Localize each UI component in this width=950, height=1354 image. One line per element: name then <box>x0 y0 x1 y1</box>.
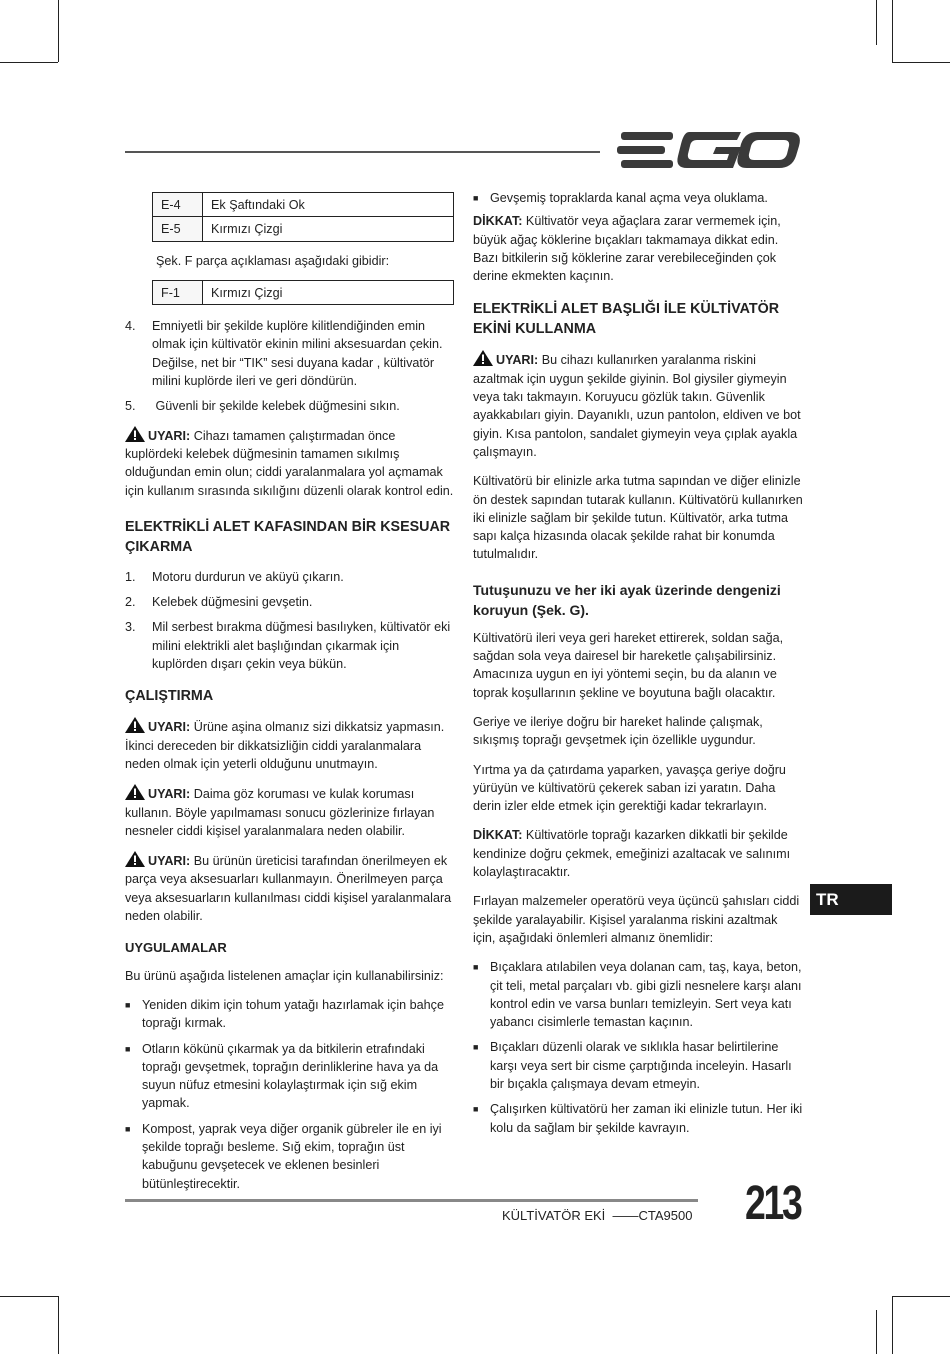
section-heading: UYGULAMALAR <box>125 940 227 956</box>
list-item <box>473 958 803 1031</box>
crop-mark <box>0 1296 58 1297</box>
caution-label: DİKKAT: <box>473 828 523 843</box>
part-code: F-1 <box>153 280 203 304</box>
parts-table-f <box>152 280 454 305</box>
table-row <box>153 280 454 304</box>
part-code: E-4 <box>153 193 203 217</box>
caution-paragraph <box>473 212 803 285</box>
header-rule <box>125 151 600 153</box>
paragraph: Yırtma ya da çatırdama yaparken, yavaşça geriye doğru yürüyün ve kültivatörü çekerek saban izi yaratın. Daha derin izler elde etmek için gerektiği kadar tekrarlayın. <box>473 762 786 814</box>
step-text: Mil serbest bırakma düğmesi basılıyken, kültivatör eki milini elektrikli alet başlığından çıkarmak için kuplörden dışarı çekin veya bükün. <box>152 620 451 672</box>
footer-text: KÜLTİVATÖR EKİ ——CTA9500 <box>502 1208 693 1223</box>
warning-label: UYARI: <box>496 353 539 368</box>
paragraph: Bu ürünü aşağıda listelenen amaçlar için kullanabilirsiniz: <box>125 968 444 983</box>
list-item <box>125 397 455 415</box>
crop-mark <box>892 1296 893 1354</box>
list-item-text: Çalışırken kültivatörü her zaman iki elinizle tutun. Her iki kolu da sağlam bir şekilde kavrayın. <box>490 1102 803 1135</box>
warning-paragraph <box>473 350 803 461</box>
warning-text: Bu ürünün üreticisi tarafından önerilmeyen ek parça veya aksesuarları kullanmayın. Önerilmeyen parça veya aksesuarların kullanılması ciddi kişisel yaralanmalara neden olabilir. <box>125 854 452 924</box>
list-item-text: Bıçakları düzenli olarak ve sıklıkla hasar belirtilerine karşı veya sert bir cisme çarptığında inceleyin. Hasarlı bir bıçakla çalışmaya devam etmeyin. <box>490 1040 792 1091</box>
warning-triangle-icon <box>125 784 145 800</box>
section-heading: ELEKTRİKLİ ALET KAFASINDAN BİR KSESUAR ÇIKARMA <box>125 518 451 555</box>
list-item-text: Bıçaklara atılabilen veya dolanan cam, taş, kaya, beton, çit teli, metal parçaları vb. gibi gizli nesnelere karşı alanı kontrol edin ve varsa bunları temizleyin. Sert veya katı yabancı cisimlerle temastan kaçının. <box>490 960 802 1030</box>
part-description: Kırmızı Çizgi <box>203 280 454 304</box>
figure-caption: Şek. F parça açıklaması aşağıdaki gibidir: <box>156 253 390 268</box>
crop-mark <box>876 0 877 45</box>
parts-table-e <box>152 192 454 242</box>
crop-mark <box>892 0 893 62</box>
section-heading: ELEKTRİKLİ ALET BAŞLIĞI İLE KÜLTİVATÖR EKİNİ KULLANMA <box>473 301 780 338</box>
step-text: Emniyetli bir şekilde kuplöre kilitlendiğinden emin olmak için kültivatör ekinin milini aksesuardan çekin. Değilse, net bir “TIK” sesi duyana kadar , kültivatör milini kuplörde ileri ve geri döndürün. <box>152 319 443 389</box>
part-description: Kırmızı Çizgi <box>203 217 454 241</box>
section-heading: ÇALIŞTIRMA <box>125 688 214 705</box>
list-item-text: Otların kökünü çıkarmak ya da bitkilerin etrafındaki toprağı gevşetmek, toprağın derinliklerine hava ya da suyun nüfuz etmesini kolaylaştırmak için sığ ekim yapmak. <box>142 1041 439 1111</box>
warning-triangle-icon <box>473 350 493 366</box>
step-number: 5. <box>125 399 136 414</box>
paragraph: Kültivatörü bir elinizle arka tutma sapından ve diğer elinizle ön destek sapından tutarak kullanın. Kültivatörü kullanırken iki elinizle sağlam bir şekilde tutun. Kültivatör, arka tutma sapı kalça hizasında olacak şekilde rahat bir konumda tutulmalıdır. <box>473 474 803 562</box>
warning-label: UYARI: <box>148 428 191 443</box>
warning-text: Bu cihazı kullanırken yaralanma riskini azaltmak için uygun şekilde giyinin. Bol giysiler giymeyin veya takı takmayın. Koruyucu gözlük takın. Güvenlik ayakkabıları giyin. Dayanıklı, uzun pantolon, eldiven ve bot giyin. Kısa pantolon, sandalet giymeyin veya çıplak ayakla çalışmayın. <box>473 353 801 459</box>
right-column <box>473 189 803 1144</box>
list-item <box>125 317 455 390</box>
warning-label: UYARI: <box>148 720 191 735</box>
square-bullet-icon: ■ <box>473 1104 479 1115</box>
paragraph: Geriye ve ileriye doğru bir hareket halinde çalışmak, sıkışmış toprağı gevşetmek için özellikle uygundur. <box>473 714 763 748</box>
crop-mark <box>0 62 58 63</box>
caution-paragraph <box>473 826 803 881</box>
list-item <box>125 1120 455 1193</box>
language-tab: TR <box>810 884 892 915</box>
part-description: Ek Şaftındaki Ok <box>203 193 454 217</box>
warning-paragraph <box>125 784 455 840</box>
list-item <box>473 1100 803 1137</box>
crop-mark <box>892 1296 950 1297</box>
part-code: E-5 <box>153 217 203 241</box>
warning-paragraph <box>125 851 455 925</box>
step-number: 2. <box>125 595 136 610</box>
list-item <box>125 1040 455 1113</box>
warning-text: Daima göz koruması ve kulak koruması kullanın. Böyle yapılmaması sonucu gözlerinize fırlayan nesneler ciddi kişisel yaralanmalara neden olabilir. <box>125 787 435 838</box>
square-bullet-icon: ■ <box>125 1043 131 1054</box>
paragraph: Fırlayan malzemeler operatörü veya üçüncü şahısları ciddi şekilde yaralayabilir. Kişisel yaralanma riskini azaltmak için, aşağıdaki önlemleri almanız önemlidir: <box>473 894 800 945</box>
step-number: 1. <box>125 569 136 584</box>
caution-text: Kültivatör veya ağaçlara zarar vermemek için, büyük ağaç köklerine bıçakları takmamaya dikkat edin. Bazı bitkilerin sığ köklerine zarar verebileceğinden çok derine ekmekten kaçının. <box>473 214 781 284</box>
ego-logo <box>617 128 801 172</box>
list-item-text: Yeniden dikim için tohum yatağı hazırlamak için bahçe toprağı kırmak. <box>142 997 444 1031</box>
square-bullet-icon: ■ <box>473 962 479 973</box>
list-item-text: Gevşemiş topraklarda kanal açma veya oluklama. <box>490 191 768 205</box>
footer-rule <box>125 1199 698 1202</box>
table-row <box>153 193 454 217</box>
warning-paragraph <box>125 426 455 500</box>
section-heading: Tutuşunuzu ve her iki ayak üzerinde dengenizi koruyun (Şek. G). <box>473 581 781 618</box>
step-text: Motoru durdurun ve aküyü çıkarın. <box>152 569 344 584</box>
square-bullet-icon: ■ <box>473 1042 479 1053</box>
crop-mark <box>58 1296 59 1354</box>
warning-triangle-icon <box>125 717 145 733</box>
square-bullet-icon: ■ <box>125 1123 131 1134</box>
step-number: 3. <box>125 620 136 635</box>
list-item <box>125 618 455 673</box>
warning-label: UYARI: <box>148 787 191 802</box>
list-item <box>125 996 455 1033</box>
left-column <box>125 192 455 1200</box>
square-bullet-icon: ■ <box>125 999 131 1010</box>
list-item-text: Kompost, yaprak veya diğer organik gübreler ile en iyi şekilde toprağı besleme. Sığ ekim, toprağın üst kabuğunu gevşetecek ve eklenen besinleri bütünleştirecektir. <box>142 1121 442 1191</box>
warning-text: Ürüne aşina olmanız sizi dikkatsiz yapmasın. İkinci dereceden bir dikkatsizliğin ciddi yaralanmalara neden olmak için yeterli olduğunu unutmayın. <box>125 720 445 771</box>
warning-triangle-icon <box>125 851 145 867</box>
list-item <box>125 568 455 586</box>
paragraph: Kültivatörü ileri veya geri hareket ettirerek, soldan sağa, sağdan sola veya dairesel bir hareketle çalışabilirsiniz. Amacınıza uygun en iyi yöntemi seçin, bu da alanın ve toprak koşullarının şekline ve boyutuna bağlı olacaktır. <box>473 630 784 700</box>
list-item <box>473 1038 803 1093</box>
square-bullet-icon: ■ <box>473 193 479 203</box>
crop-mark <box>876 1310 877 1354</box>
table-row <box>153 217 454 241</box>
crop-mark <box>58 0 59 62</box>
page-number: 213 <box>745 1177 801 1230</box>
warning-text: Cihazı tamamen çalıştırmadan önce kuplördeki kelebek düğmesinin tamamen sıkılmış olduğundan emin olun; ciddi yaralanmalara yol açmamak için kullanım sırasında sıkılığını düzenli olarak kontrol edin. <box>125 428 454 498</box>
list-item <box>125 593 455 611</box>
warning-label: UYARI: <box>148 854 191 869</box>
step-text: Güvenli bir şekilde kelebek düğmesini sıkın. <box>152 399 400 414</box>
caution-label: DİKKAT: <box>473 214 523 229</box>
step-text: Kelebek düğmesini gevşetin. <box>152 595 313 610</box>
caution-text: Kültivatörle toprağı kazarken dikkatli bir şekilde kendinize doğru çekmek, emeğinizi azaltacak ve salınımı kolaylaştıracaktır. <box>473 828 791 880</box>
warning-paragraph <box>125 717 455 773</box>
warning-triangle-icon <box>125 426 145 442</box>
list-item <box>473 189 803 207</box>
step-number: 4. <box>125 319 136 334</box>
crop-mark <box>892 62 950 63</box>
